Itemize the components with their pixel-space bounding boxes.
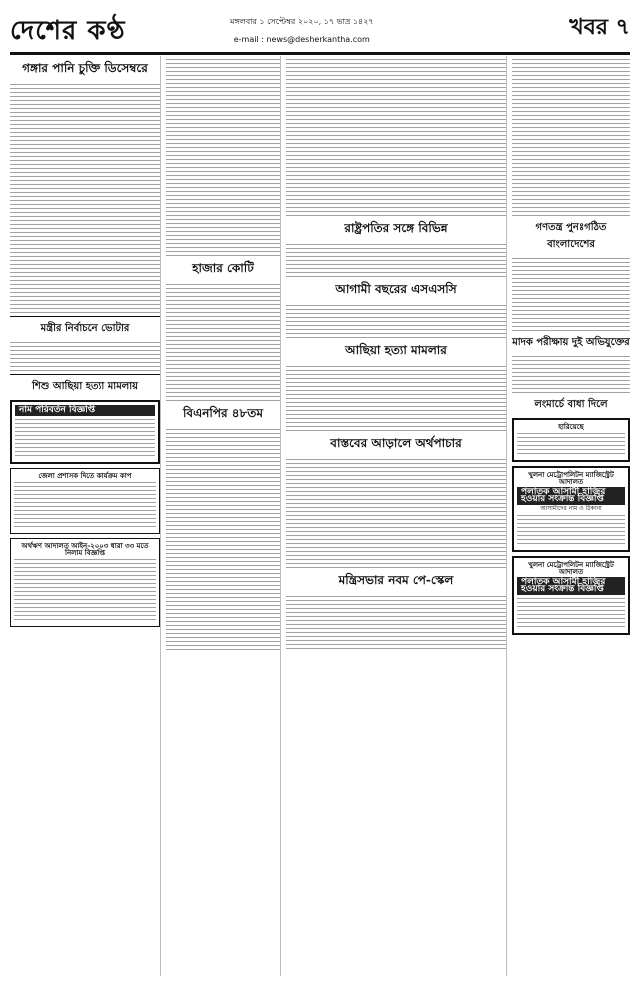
headline: হাজার কোটি xyxy=(192,261,254,275)
court-banner: পলাতক আসামী হাজির হওয়ার সংক্রান্ত বিজ্ঞপ্তি xyxy=(517,487,625,505)
article-body xyxy=(166,59,280,256)
headline: বিএনপির ৪৮তম xyxy=(182,406,263,420)
lost-notice xyxy=(512,418,630,462)
article-body xyxy=(512,258,630,331)
headline: গঙ্গার পানি চুক্তি ডিসেম্বরে xyxy=(22,61,148,75)
headline: আগামী বছরের এসএসসি xyxy=(335,282,457,296)
article-body xyxy=(286,59,506,216)
article-body xyxy=(286,244,506,277)
article-body xyxy=(286,459,506,568)
section-label: খবর ৭ xyxy=(569,14,630,40)
divider xyxy=(10,316,160,317)
headline: গণতন্ত্র পুনঃগঠিত বাংলাদেশের xyxy=(535,222,607,250)
article-body xyxy=(512,59,630,216)
tender-ad xyxy=(10,468,160,534)
newspaper-logo: দেশের কণ্ঠ xyxy=(10,16,126,46)
table-header: আসামীদের নাম ও ঠিকানা xyxy=(540,505,602,512)
headline: রাষ্ট্রপতির সঙ্গে বিভিন্ন xyxy=(344,221,448,235)
headline: লংমার্চে বাধা দিলে xyxy=(534,399,608,410)
column-2 xyxy=(166,56,281,976)
notice-ad xyxy=(10,400,160,464)
column-4 xyxy=(512,56,630,976)
article-body xyxy=(286,596,506,649)
auction-title: অর্থঋণ আদালত আইন-২০০৩ ধারা ৩৩ মতে নিলাম বিজ্ঞপ্তি xyxy=(21,541,149,557)
lost-title: হারিয়েছে xyxy=(558,422,584,431)
headline: মাদক পরীক্ষায় দুই অভিযুক্তের xyxy=(512,337,630,348)
headline: মন্ত্রীর নির্বাচনে ভোটার xyxy=(40,323,130,334)
court-title: খুলনা মেট্রোপলিটন ম্যাজিস্ট্রেট আদালত xyxy=(528,470,614,486)
court-banner: পলাতক আসামী হাজির হওয়ার সংক্রান্ত বিজ্ঞপ্তি xyxy=(517,577,625,595)
court-notice-2 xyxy=(512,556,630,635)
headline: শিশু আছিয়া হত্যা মামলায় xyxy=(31,381,138,392)
auction-ad xyxy=(10,538,160,627)
article-body xyxy=(512,356,630,393)
column-1 xyxy=(10,56,161,976)
court-title: খুলনা মেট্রোপলিটন ম্যাজিস্ট্রেট আদালত xyxy=(528,560,614,576)
article-body xyxy=(166,429,280,650)
court-notice-1 xyxy=(512,466,630,552)
headline: মন্ত্রিসভার নবম পে-স্কেল xyxy=(338,573,454,587)
column-3 xyxy=(286,56,507,976)
article-body xyxy=(286,305,506,338)
email-text: e-mail : news@desherkantha.com xyxy=(233,35,370,44)
tender-title: জেলা প্রশাসক দিতে কার্যক্রম কাপ xyxy=(38,471,132,480)
article-body xyxy=(10,84,160,313)
article-body xyxy=(166,284,280,401)
article-body xyxy=(10,342,160,371)
page-body xyxy=(10,56,630,976)
masthead xyxy=(10,8,630,55)
article-body xyxy=(286,366,506,431)
date-text: মঙ্গলবার ১ সেপ্টেম্বর ২০২০, ১৭ ভাদ্র ১৪২৭ xyxy=(230,17,374,26)
date-line xyxy=(230,16,374,44)
divider xyxy=(10,374,160,375)
headline: বাস্তবের আড়ালে অর্থপাচার xyxy=(330,436,462,450)
notice-banner: নাম পরিবর্তন বিজ্ঞপ্তি xyxy=(15,405,155,416)
headline: আছিয়া হত্যা মামলার xyxy=(345,343,447,357)
